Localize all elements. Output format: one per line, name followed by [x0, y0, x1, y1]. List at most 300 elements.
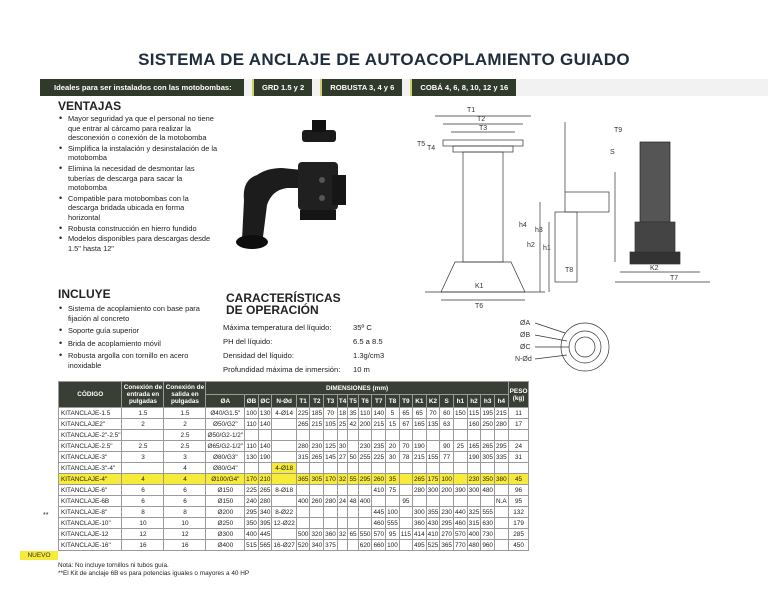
- table-cell: 190: [413, 442, 425, 450]
- table-cell: [358, 430, 372, 441]
- table-cell: 170: [246, 475, 257, 483]
- table-cell: [453, 452, 467, 463]
- table-cell: [310, 430, 324, 441]
- table-cell: [386, 496, 400, 507]
- table-cell: [324, 485, 338, 496]
- col-header-peso: [508, 382, 529, 408]
- table-cell: Ø65/G2-1/2": [207, 442, 244, 450]
- table-cell: 550: [359, 530, 371, 538]
- table-cell: 175: [427, 475, 439, 483]
- table-cell: 375: [325, 541, 336, 549]
- table-cell: 200: [359, 420, 371, 428]
- table-cell: 1.5: [164, 408, 206, 419]
- row-code: KITANCLAJE-12: [59, 529, 122, 540]
- table-cell: 365: [441, 541, 452, 549]
- list-item: • Simplifica la instalación y desinstalación de la motobomba: [58, 144, 218, 163]
- table-cell: [481, 496, 495, 507]
- row-code: KITANCLAJE-1.5: [59, 408, 122, 419]
- table-cell: [386, 463, 400, 474]
- table-cell: 17: [508, 419, 529, 430]
- dim-label: ØB: [520, 332, 531, 339]
- table-row: [59, 419, 529, 430]
- table-cell: 414: [413, 530, 425, 538]
- table-cell: [440, 463, 454, 474]
- table-cell: [412, 496, 426, 507]
- table-cell: [453, 474, 467, 485]
- table-cell: 380: [496, 475, 507, 483]
- table-cell: 16: [164, 540, 206, 551]
- spec-value: 6.5 a 8.5: [353, 336, 383, 346]
- table-cell: [426, 441, 440, 452]
- table-cell: 140: [259, 420, 271, 428]
- table-cell: 70: [399, 441, 412, 452]
- table-cell: 295: [246, 508, 257, 516]
- table-cell: 520: [297, 541, 309, 549]
- table-cell: 110: [246, 442, 257, 450]
- table-cell: 360: [325, 530, 336, 538]
- table-cell: 60: [440, 408, 454, 419]
- table-cell: [426, 430, 440, 441]
- col-header-dim: ØA: [206, 395, 245, 408]
- table-cell: 555: [482, 508, 493, 516]
- table-cell: 24: [339, 497, 347, 505]
- table-cell: 265: [413, 475, 425, 483]
- table-cell: 230: [359, 442, 371, 450]
- table-cell: Ø400: [206, 540, 245, 551]
- table-cell: 260: [311, 497, 323, 505]
- spec-key: Profundidad máxima de inmersión:: [223, 364, 341, 374]
- table-cell: 70: [426, 408, 440, 419]
- table-cell: [348, 430, 358, 441]
- table-cell: 42: [349, 420, 357, 428]
- ventajas-heading: VENTAJAS: [58, 99, 122, 113]
- table-cell: [453, 419, 467, 430]
- table-cell: 8: [122, 507, 164, 518]
- table-cell: [481, 463, 495, 474]
- table-cell: [296, 463, 310, 474]
- table-cell: [272, 474, 296, 485]
- table-cell: 190: [259, 453, 271, 461]
- table-cell: 30: [339, 442, 347, 450]
- table-cell: [412, 430, 426, 441]
- table-cell: [412, 463, 426, 474]
- table-cell: 235: [373, 442, 385, 450]
- table-row: [59, 507, 529, 518]
- table-cell: [495, 540, 509, 551]
- table-row: [59, 408, 529, 419]
- table-cell: Ø80/G3": [206, 452, 245, 463]
- table-cell: [324, 507, 338, 518]
- table-cell: 215: [496, 409, 507, 417]
- table-cell: [508, 463, 529, 474]
- table-cell: [495, 463, 509, 474]
- table-cell: 770: [454, 541, 466, 549]
- row-code: KITANCLAJE-6B: [59, 496, 122, 507]
- dim-label: T4: [427, 145, 436, 152]
- row-code: KITANCLAJE-6": [59, 485, 122, 496]
- table-cell: 12: [122, 529, 164, 540]
- dim-label: T2: [477, 116, 486, 123]
- pump-drawing: [610, 102, 720, 287]
- table-cell: [495, 507, 509, 518]
- table-cell: 195: [482, 409, 493, 417]
- table-cell: [495, 485, 509, 496]
- table-cell: [245, 463, 259, 474]
- table-cell: [399, 540, 412, 551]
- table-cell: [372, 463, 386, 474]
- table-cell: 10: [164, 518, 206, 529]
- table-cell: 300: [468, 486, 480, 494]
- table-cell: 400: [246, 530, 257, 538]
- row-code: KITANCLAJE-3": [59, 452, 122, 463]
- table-cell: 2.5: [164, 441, 206, 452]
- table-cell: 24: [508, 441, 529, 452]
- table-cell: 18: [339, 409, 347, 417]
- dim-label: K2: [650, 265, 659, 272]
- table-cell: 480: [482, 486, 493, 494]
- dim-label: ØC: [520, 344, 531, 351]
- specs-title: [226, 292, 341, 316]
- table-cell: 65: [412, 408, 426, 419]
- dim-label: T1: [467, 107, 476, 114]
- table-cell: 495: [413, 541, 425, 549]
- table-cell: 565: [259, 541, 271, 549]
- table-cell: 32: [339, 475, 347, 483]
- table-cell: 48: [349, 497, 357, 505]
- compatible-label: Ideales para ser instalados con las motobombas:: [40, 79, 244, 96]
- col-header-dim: K2: [426, 395, 440, 408]
- table-cell: 265: [297, 420, 309, 428]
- table-cell: 315: [468, 519, 480, 527]
- table-cell: 500: [297, 530, 309, 538]
- table-cell: 3: [164, 452, 206, 463]
- table-cell: [348, 507, 358, 518]
- table-cell: [324, 463, 338, 474]
- list-item: • Sistema de acoplamiento con base para fijación al concreto: [58, 304, 218, 323]
- table-cell: 4-Ø14: [272, 408, 296, 419]
- table-cell: [272, 496, 296, 507]
- spec-value: 35º C: [353, 322, 372, 332]
- table-cell: 430: [427, 519, 439, 527]
- table-cell: 2.5: [164, 430, 206, 441]
- table-cell: 960: [482, 541, 493, 549]
- table-cell: 390: [454, 486, 466, 494]
- table-cell: [372, 430, 386, 441]
- table-cell: 130: [246, 453, 257, 461]
- table-cell: 440: [454, 508, 466, 516]
- table-cell: 300: [427, 486, 439, 494]
- table-cell: 225: [373, 453, 385, 461]
- col-header-dim: T4: [337, 395, 347, 408]
- col-header-dim: T1: [296, 395, 310, 408]
- table-cell: 140: [373, 409, 385, 417]
- table-cell: 145: [325, 453, 336, 461]
- table-cell: 225: [297, 409, 309, 417]
- table-cell: [440, 496, 454, 507]
- dim-label: T6: [475, 303, 484, 310]
- col-header-dim: h3: [481, 395, 495, 408]
- dim-label: h2: [527, 242, 535, 249]
- page-title: SISTEMA DE ANCLAJE DE AUTOACOPLAMIENTO GUIADO: [138, 50, 630, 69]
- ventajas-list: [58, 114, 218, 254]
- table-cell: 315: [297, 453, 309, 461]
- chip-robusta: ROBUSTA 3, 4 y 6: [320, 79, 402, 96]
- table-cell: 75: [386, 485, 400, 496]
- col-header-dim: K1: [412, 395, 426, 408]
- table-cell: 165: [413, 420, 425, 428]
- table-cell: [467, 430, 481, 441]
- spec-value: 1.3g/cm3: [353, 350, 385, 360]
- table-cell: 570: [373, 530, 385, 538]
- table-cell: 450: [508, 540, 529, 551]
- table-row: [59, 452, 529, 463]
- table-cell: 25: [339, 420, 347, 428]
- table-row: [59, 518, 529, 529]
- table-cell: 130: [259, 409, 271, 417]
- list-item: • Robusta argolla con tornillo en acero inoxidable: [58, 351, 218, 370]
- table-cell: Ø200: [206, 507, 245, 518]
- table-cell: [399, 463, 412, 474]
- list-item: • Mayor seguridad ya que el personal no tiene que entrar al cárcamo para realizar la desconexión o conexión de la motobomba: [58, 114, 218, 143]
- specs-title-line-1: CARACTERÍSTICAS: [226, 291, 341, 305]
- table-cell: 250: [482, 420, 493, 428]
- table-cell: 2: [164, 419, 206, 430]
- table-cell: 295: [496, 442, 507, 450]
- table-cell: [358, 463, 372, 474]
- table-cell: 35: [349, 409, 357, 417]
- table-cell: 660: [373, 541, 385, 549]
- table-cell: [399, 518, 412, 529]
- table-cell: 150: [454, 409, 466, 417]
- table-cell: 4: [164, 463, 206, 474]
- table-cell: [495, 518, 509, 529]
- table-cell: 95: [386, 529, 400, 540]
- col-header-dim: T8: [386, 395, 400, 408]
- table-cell: Ø150: [206, 496, 245, 507]
- table-cell: Ø250: [206, 518, 245, 529]
- table-cell: [122, 430, 164, 441]
- table-cell: [348, 518, 358, 529]
- specs-title-line-2: DE OPERACIÓN: [226, 303, 319, 317]
- table-cell: 365: [297, 475, 309, 483]
- table-cell: 170: [325, 475, 336, 483]
- col-header-dim: T9: [399, 395, 412, 408]
- table-cell: 100: [441, 475, 452, 483]
- table-cell: 340: [311, 541, 323, 549]
- table-cell: [481, 430, 495, 441]
- col-header-codigo: CÓDIGO: [59, 382, 122, 408]
- table-cell: 6: [164, 485, 206, 496]
- table-cell: 20: [386, 441, 400, 452]
- table-cell: 280: [413, 486, 425, 494]
- table-cell: [296, 485, 310, 496]
- table-cell: [310, 507, 324, 518]
- table-cell: 460: [454, 519, 466, 527]
- col-header-dim: h1: [453, 395, 467, 408]
- dim-label: T7: [670, 275, 679, 282]
- table-row: [59, 463, 529, 474]
- col-header-dim: ØC: [258, 395, 272, 408]
- table-cell: 200: [441, 486, 452, 494]
- table-cell: 96: [508, 485, 529, 496]
- list-item: • Compatible para motobombas con la descarga bridada ubicada en forma horizontal: [58, 194, 218, 223]
- dim-label: T3: [479, 125, 488, 132]
- table-cell: Ø150: [206, 485, 245, 496]
- dim-label: ØA: [520, 320, 531, 327]
- table-cell: [426, 496, 440, 507]
- table-row: [59, 441, 529, 452]
- footnote-marker: **: [43, 512, 49, 519]
- table-cell: 295: [441, 519, 452, 527]
- table-cell: 230: [311, 442, 323, 450]
- peso-title: PESO: [509, 387, 528, 395]
- dim-label: h3: [535, 227, 543, 234]
- col-header-dim: T6: [358, 395, 372, 408]
- table-cell: [337, 463, 347, 474]
- table-cell: 260: [373, 475, 385, 483]
- table-cell: 305: [482, 453, 493, 461]
- table-cell: 400: [297, 497, 309, 505]
- table-cell: 65: [349, 530, 357, 538]
- table-cell: 6: [122, 496, 164, 507]
- table-cell: 305: [311, 475, 323, 483]
- table-cell: 6: [164, 496, 206, 507]
- col-header-dim: S: [440, 395, 454, 408]
- table-cell: N.A: [496, 497, 507, 505]
- table-cell: 15: [386, 419, 400, 430]
- table-cell: 100: [246, 409, 257, 417]
- table-cell: 210: [259, 475, 271, 483]
- table-row: [59, 540, 529, 551]
- incluye-heading: INCLUYE: [58, 287, 111, 301]
- table-cell: 2: [122, 419, 164, 430]
- dim-label: h4: [519, 222, 527, 229]
- table-cell: 280: [325, 497, 336, 505]
- table-cell: [358, 518, 372, 529]
- table-cell: 160: [468, 420, 480, 428]
- table-cell: [386, 430, 400, 441]
- table-cell: 265: [259, 486, 271, 494]
- table-cell: 4: [122, 474, 164, 485]
- nuevo-badge: NUEVO: [20, 551, 58, 560]
- table-cell: 27: [339, 453, 347, 461]
- table-cell: 50: [349, 453, 357, 461]
- table-cell: 360: [413, 519, 425, 527]
- table-cell: [508, 430, 529, 441]
- table-cell: 410: [373, 486, 385, 494]
- table-cell: 340: [259, 508, 271, 516]
- table-cell: 355: [427, 508, 439, 516]
- table-cell: 335: [496, 453, 507, 461]
- table-cell: 179: [508, 518, 529, 529]
- table-cell: 11: [508, 408, 529, 419]
- table-cell: 8: [164, 507, 206, 518]
- row-code: KITANCLAJE-4": [59, 474, 122, 485]
- table-cell: 400: [468, 530, 480, 538]
- col-header-dim: T7: [372, 395, 386, 408]
- table-cell: [467, 496, 481, 507]
- table-cell: [453, 496, 467, 507]
- table-cell: 70: [324, 408, 338, 419]
- table-cell: 100: [387, 541, 398, 549]
- table-cell: [258, 463, 272, 474]
- col-header-dim: h4: [495, 395, 509, 408]
- table-cell: 445: [259, 530, 271, 538]
- notes: [58, 562, 249, 578]
- table-cell: [467, 463, 481, 474]
- table-cell: 400: [359, 497, 371, 505]
- table-cell: 230: [468, 475, 480, 483]
- table-cell: 135: [427, 420, 439, 428]
- dim-label: h1: [543, 245, 551, 252]
- incluye-list: [58, 304, 218, 372]
- table-cell: 265: [311, 453, 323, 461]
- table-cell: 350: [246, 519, 257, 527]
- col-header-entrada: Conexión de entrada en pulgadas: [122, 382, 164, 408]
- table-cell: Ø40/G1.5": [206, 408, 245, 419]
- table-cell: [337, 518, 347, 529]
- table-cell: 410: [427, 530, 439, 538]
- table-cell: [358, 485, 372, 496]
- table-cell: [399, 507, 412, 518]
- table-cell: [310, 463, 324, 474]
- table-cell: [495, 529, 509, 540]
- table-cell: Ø100/G4": [206, 474, 245, 485]
- note-line: **El Kit de anclaje 6B es para potencias iguales o mayores a 40 HP: [58, 570, 250, 577]
- table-cell: [122, 463, 164, 474]
- table-cell: 140: [259, 442, 271, 450]
- compatible-pumps-bar: [40, 79, 768, 96]
- dim-label: N-Ød: [515, 356, 532, 363]
- table-cell: [348, 540, 358, 551]
- table-cell: 445: [373, 508, 385, 516]
- spec-value: 10 m: [353, 364, 370, 374]
- col-header-dimensiones: [206, 382, 508, 395]
- table-cell: 90: [440, 441, 454, 452]
- spec-key: Máxima temperatura del líquido:: [223, 322, 332, 332]
- chip-coba: COBÁ 4, 6, 8, 10, 12 y 16: [410, 79, 516, 96]
- table-cell: 215: [311, 420, 323, 428]
- table-cell: [399, 485, 412, 496]
- table-cell: 300: [413, 508, 425, 516]
- row-code: KITANCLAJE-2"-2.5": [59, 430, 122, 441]
- table-cell: [310, 518, 324, 529]
- table-cell: [495, 430, 509, 441]
- table-cell: [272, 441, 296, 452]
- table-cell: 95: [399, 496, 412, 507]
- table-cell: 280: [259, 497, 271, 505]
- col-header-dim: h2: [467, 395, 481, 408]
- table-cell: [272, 529, 296, 540]
- chip-grd: GRD 1.5 y 2: [252, 79, 312, 96]
- table-cell: 1.5: [122, 408, 164, 419]
- table-cell: 77: [440, 452, 454, 463]
- table-cell: [245, 430, 259, 441]
- coupling-photo: [232, 120, 354, 265]
- table-cell: [348, 485, 358, 496]
- table-cell: 67: [399, 419, 412, 430]
- table-cell: 30: [386, 452, 400, 463]
- table-cell: 16-Ø27: [273, 541, 295, 549]
- table-cell: [337, 507, 347, 518]
- table-cell: [372, 496, 386, 507]
- dim-unit: (mm): [372, 384, 389, 392]
- table-cell: 270: [441, 530, 452, 538]
- list-item: • Modelos disponibles para descargas desde 1.5" hasta 12": [58, 234, 218, 253]
- table-cell: [324, 518, 338, 529]
- table-cell: 125: [325, 442, 336, 450]
- table-cell: Ø50/G2": [206, 419, 245, 430]
